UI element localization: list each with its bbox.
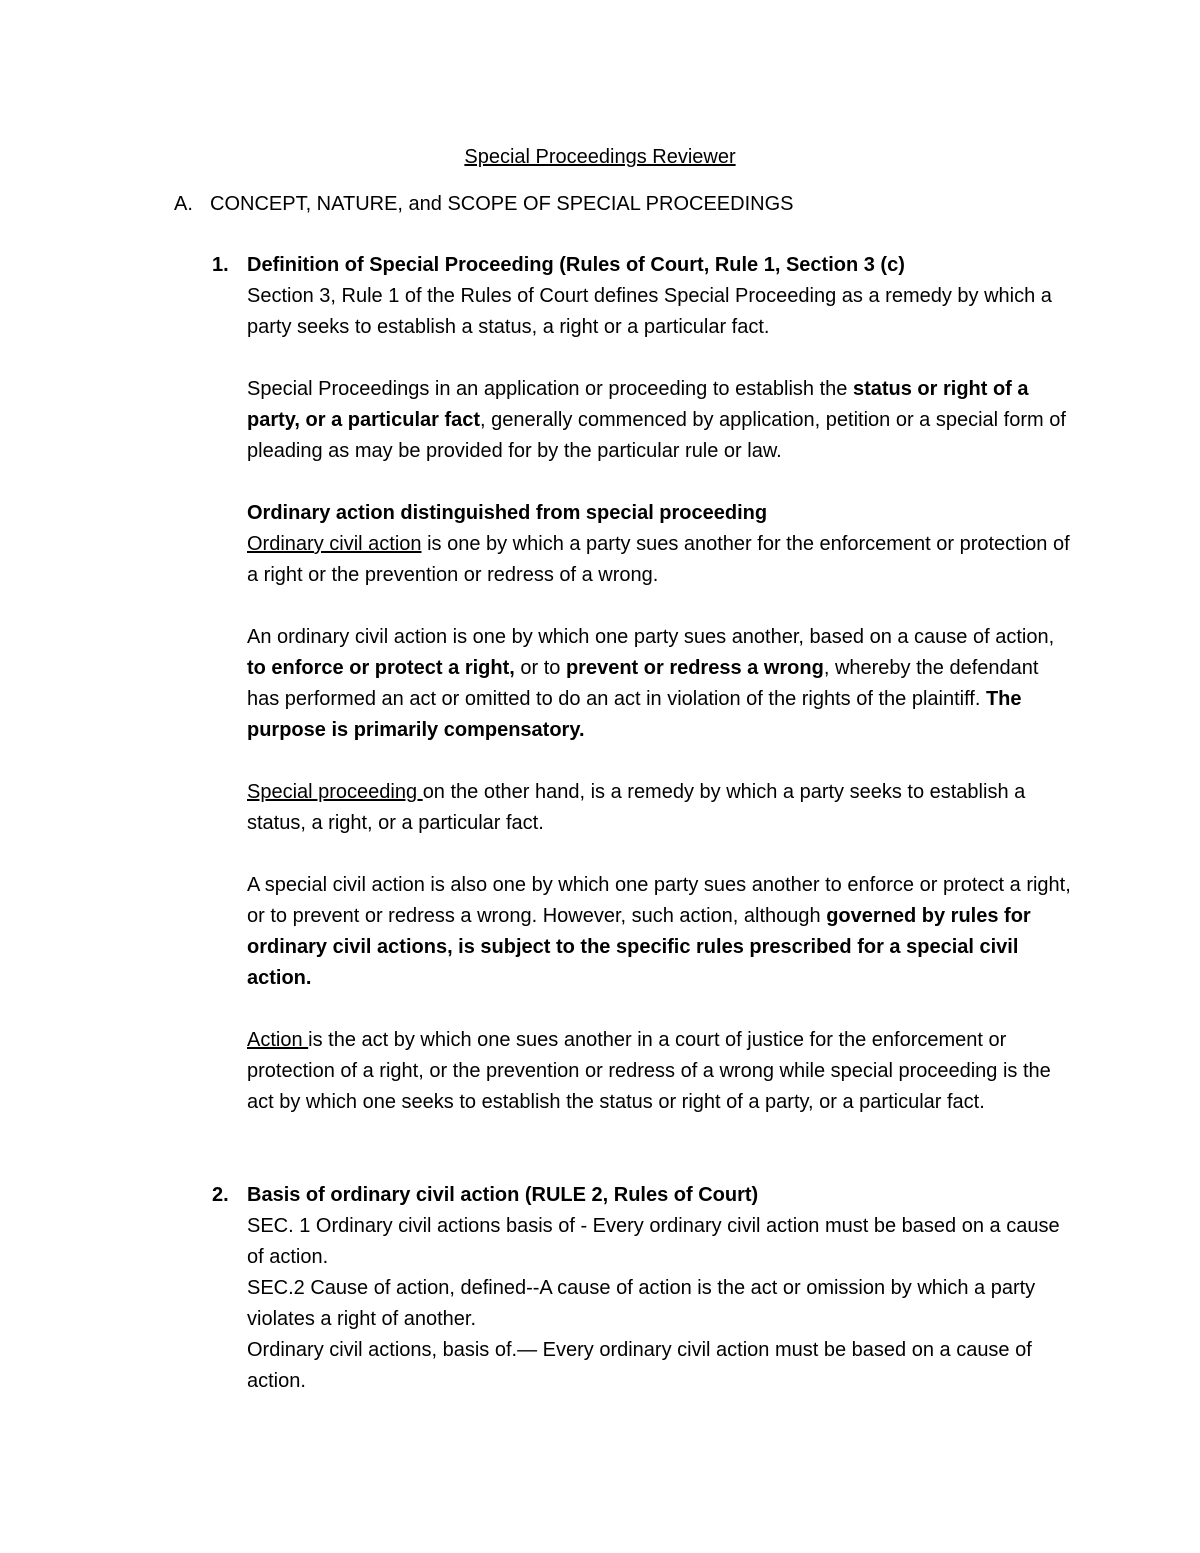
item-2-heading: Basis of ordinary civil action (RULE 2, Rules of Court) xyxy=(247,1184,759,1206)
section-a-heading-text: CONCEPT, NATURE, and SCOPE OF SPECIAL PROCEEDINGS xyxy=(210,193,794,215)
item-2-line-1: SEC. 1 Ordinary civil actions basis of - Every ordinary civil action must be based on a cause of action. xyxy=(247,1215,1060,1268)
p2-text-a: Special Proceedings in an application or proceeding to establish the xyxy=(247,378,853,400)
p6-text-bold: governed by rules for ordinary civil actions, is subject to the specific rules prescribed for a special civil action. xyxy=(247,905,1031,989)
item-1-paragraph-5 xyxy=(247,777,1072,839)
item-1-number: 1. xyxy=(212,254,229,276)
item-2-number: 2. xyxy=(212,1184,229,1206)
p4-text-c: or to xyxy=(514,657,566,679)
item-1-paragraph-6 xyxy=(247,870,1072,994)
p4-text-a: An ordinary civil action is one by which one party sues another, based on a cause of action, xyxy=(247,626,1055,648)
p5-text: on the other hand, is a remedy by which a party seeks to establish a status, a right, or a particular fact. xyxy=(247,781,1026,834)
item-2-body xyxy=(247,1180,1072,1397)
item-2-line-2: SEC.2 Cause of action, defined--A cause of action is the act or omission by which a party violates a right of another. xyxy=(247,1277,1036,1330)
p2-text-bold: status or right of a party, or a particular fact xyxy=(247,378,1029,431)
item-1-heading: Definition of Special Proceeding (Rules of Court, Rule 1, Section 3 (c) xyxy=(247,254,905,276)
p6-text-a: A special civil action is also one by which one party sues another to enforce or protect a right, or to prevent or redress a wrong. However, such action, although xyxy=(247,874,1071,927)
section-a-heading xyxy=(174,189,793,219)
item-1-paragraph-7 xyxy=(247,1025,1072,1118)
p4-text-bold-2: prevent or redress a wrong xyxy=(565,657,824,679)
p4-text-bold-1: to enforce or protect a right, xyxy=(247,657,515,679)
p4-text-bold-3: The purpose is primarily compensatory. xyxy=(247,688,1022,741)
item-1-paragraph-1: Section 3, Rule 1 of the Rules of Court defines Special Proceeding as a remedy by which a party seeks to establish a status, a right or a particular fact. xyxy=(247,285,1052,338)
item-1-paragraph-3 xyxy=(247,529,1072,591)
p3-text: is one by which a party sues another for the enforcement or protection of a right or the prevention or redress of a wrong. xyxy=(247,533,1070,586)
p5-term-underlined: Special proceeding xyxy=(247,781,423,803)
item-1-paragraph-2 xyxy=(247,374,1072,467)
p2-text-c: , generally commenced by application, petition or a special form of pleading as may be provided for by the particular rule or law. xyxy=(247,409,1066,462)
item-1-body xyxy=(247,250,1072,1118)
document-title: Special Proceedings Reviewer xyxy=(464,146,736,168)
item-2-line-3: Ordinary civil actions, basis of.— Every ordinary civil action must be based on a cause of action. xyxy=(247,1339,1032,1392)
item-1-subheading: Ordinary action distinguished from special proceeding xyxy=(247,502,768,524)
p3-term-underlined: Ordinary civil action xyxy=(247,533,422,555)
p7-text: is the act by which one sues another in a court of justice for the enforcement or protection of a right, or the prevention or redress of a wrong while special proceeding is the act by which one seeks to establish the status or right of a party, or a particular fact. xyxy=(247,1029,1051,1113)
p7-term-underlined: Action xyxy=(247,1029,309,1051)
item-1-paragraph-4 xyxy=(247,622,1072,746)
p4-text-e: , whereby the defendant has performed an act or omitted to do an act in violation of the rights of the plaintiff. xyxy=(247,657,1039,710)
section-a-marker: A. xyxy=(174,193,193,215)
